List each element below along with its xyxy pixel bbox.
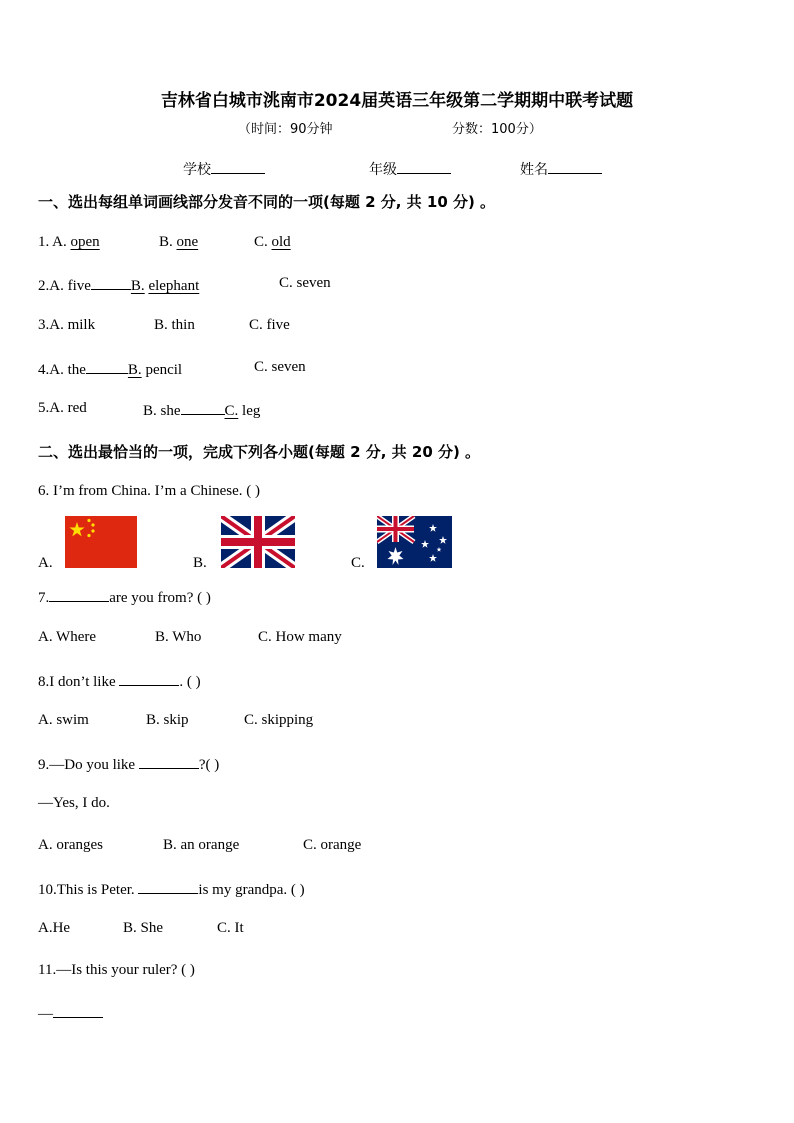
q3-option-c: C. five (249, 317, 290, 333)
q11-reply: — (38, 1003, 103, 1023)
q3-option-b: B. thin (154, 317, 195, 333)
q10-option-b: B. She (123, 920, 164, 936)
q2-option-c: C. seven (279, 275, 331, 291)
q1-option-b: B. one (159, 234, 199, 250)
q3: 3.A. milk (38, 317, 96, 333)
q7-stem: 7. are you from? ( ) (38, 587, 211, 607)
q9-stem: 9.—Do you like ?( ) (38, 754, 219, 774)
section2-heading: 二、选出最恰当的一项，完成下列各小题(每题 2 分, 共 20 分) 。 (38, 443, 481, 461)
q9-option-a: A. oranges (38, 837, 103, 853)
uk-flag-icon (221, 516, 295, 568)
q6-option-a: A. (38, 555, 53, 571)
q7-option-c: C. How many (258, 629, 342, 645)
q1-option-c: C. old (254, 234, 291, 250)
australia-flag-icon (377, 516, 452, 568)
q7-option-a: A. Where (38, 629, 97, 645)
q6-option-c: C. (351, 555, 365, 571)
q10-option-a: A.He (38, 920, 71, 936)
q1: 1. A. open (38, 234, 100, 250)
q6-option-b: B. (193, 555, 207, 571)
q6-stem: 6. I’m from China. I’m a Chinese. ( ) (38, 483, 261, 499)
q5: 5.A. red (38, 400, 87, 416)
q4: 4.A. the B. pencil (38, 359, 182, 379)
q9-reply: —Yes, I do. (38, 795, 110, 811)
exam-time: （时间：90分钟 (238, 122, 333, 137)
q10-option-c: C. It (217, 920, 244, 936)
q5-option-b: B. she C. leg (143, 400, 260, 420)
q8-option-c: C. skipping (244, 712, 314, 728)
section1-heading: 一、选出每组单词画线部分发音不同的一项(每题 2 分, 共 10 分) 。 (38, 193, 496, 211)
page-title: 吉林省白城市洮南市2024届英语三年级第二学期期中联考试题 (160, 91, 634, 111)
exam-score: 分数：100分） (452, 122, 542, 137)
q4-option-c: C. seven (254, 359, 306, 375)
china-flag-icon (65, 516, 137, 568)
q7-option-b: B. Who (155, 629, 202, 645)
q2: 2.A. five B. elephant (38, 275, 199, 295)
school-field: 学校 (183, 159, 265, 179)
q11-stem: 11.—Is this your ruler? ( ) (38, 962, 195, 978)
q8-option-b: B. skip (146, 712, 189, 728)
q8-stem: 8.I don’t like . ( ) (38, 671, 201, 691)
q10-stem: 10.This is Peter. is my grandpa. ( ) (38, 879, 305, 899)
q9-option-c: C. orange (303, 837, 362, 853)
name-field: 姓名 (520, 159, 602, 179)
q8-option-a: A. swim (38, 712, 89, 728)
grade-field: 年级 (369, 159, 451, 179)
q9-option-b: B. an orange (163, 837, 240, 853)
